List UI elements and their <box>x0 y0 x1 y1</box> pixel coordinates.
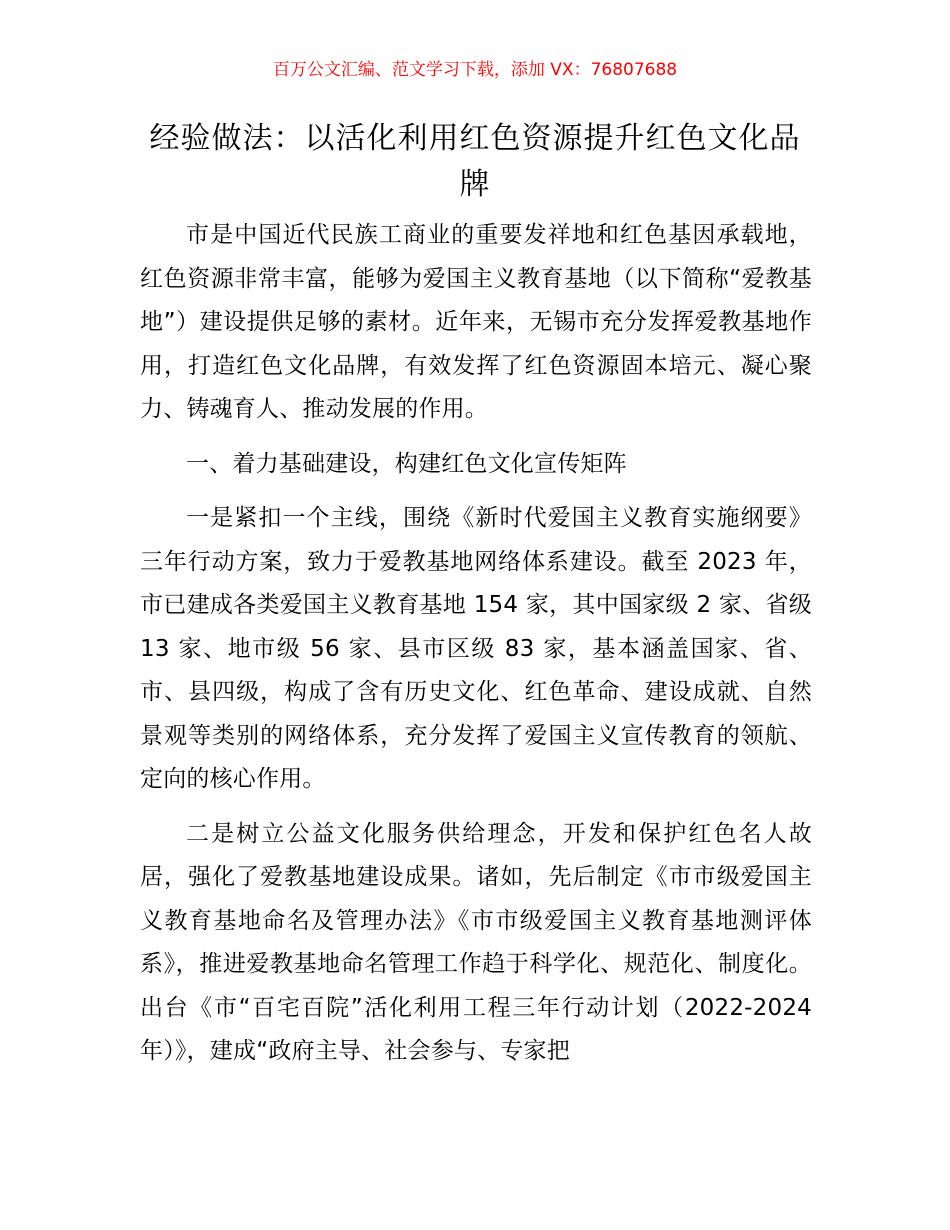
intro-paragraph: 市是中国近代民族工商业的重要发祥地和红色基因承载地，红色资源非常丰富，能够为爱国主义教育基地（以下简称“爱教基地”）建设提供足够的素材。近年来，无锡市充分发挥爱教基地作用，打造红色文化品牌，有效发挥了红色资源固本培元、凝心聚力、铸魂育人、推动发展的作用。 <box>140 222 812 422</box>
header-promo-note: 百万公文汇编、范文学习下载，添加 VX：76807688 <box>272 60 678 80</box>
paragraph-point-2: 二是树立公益文化服务供给理念，开发和保护红色名人故居，强化了爱教基地建设成果。诸如，先后制定《市市级爱国主义教育基地命名及管理办法》《市市级爱国主义教育基地测评体系》，推进爱教基地命名管理工作趋于科学化、规范化、制度化。出台《市“百宅百院”活化利用工程三年行动计划（2022-2024 年）》，建成“政府主导、社会参与、专家把 <box>140 820 812 1064</box>
document-title: 经验做法：以活化利用红色资源提升红色文化品牌 <box>149 121 801 202</box>
document-body <box>140 214 812 1085</box>
section-heading-1: 一、着力基础建设，构建红色文化宣传矩阵 <box>186 450 627 477</box>
paragraph-point-1: 一是紧扣一个主线，围绕《新时代爱国主义教育实施纲要》三年行动方案，致力于爱教基地网络体系建设。截至 2023 年，市已建成各类爱国主义教育基地 154 家，其中国家级 2 家、省级 13 家、地市级 56 家、县市区级 83 家，基本涵盖国家、省、市、县四级，构成了含有历史文化、红色革命、建设成就、自然景观等类别的网络体系，充分发挥了爱国主义宣传教育的领航、定向的核心作用。 <box>140 505 812 792</box>
